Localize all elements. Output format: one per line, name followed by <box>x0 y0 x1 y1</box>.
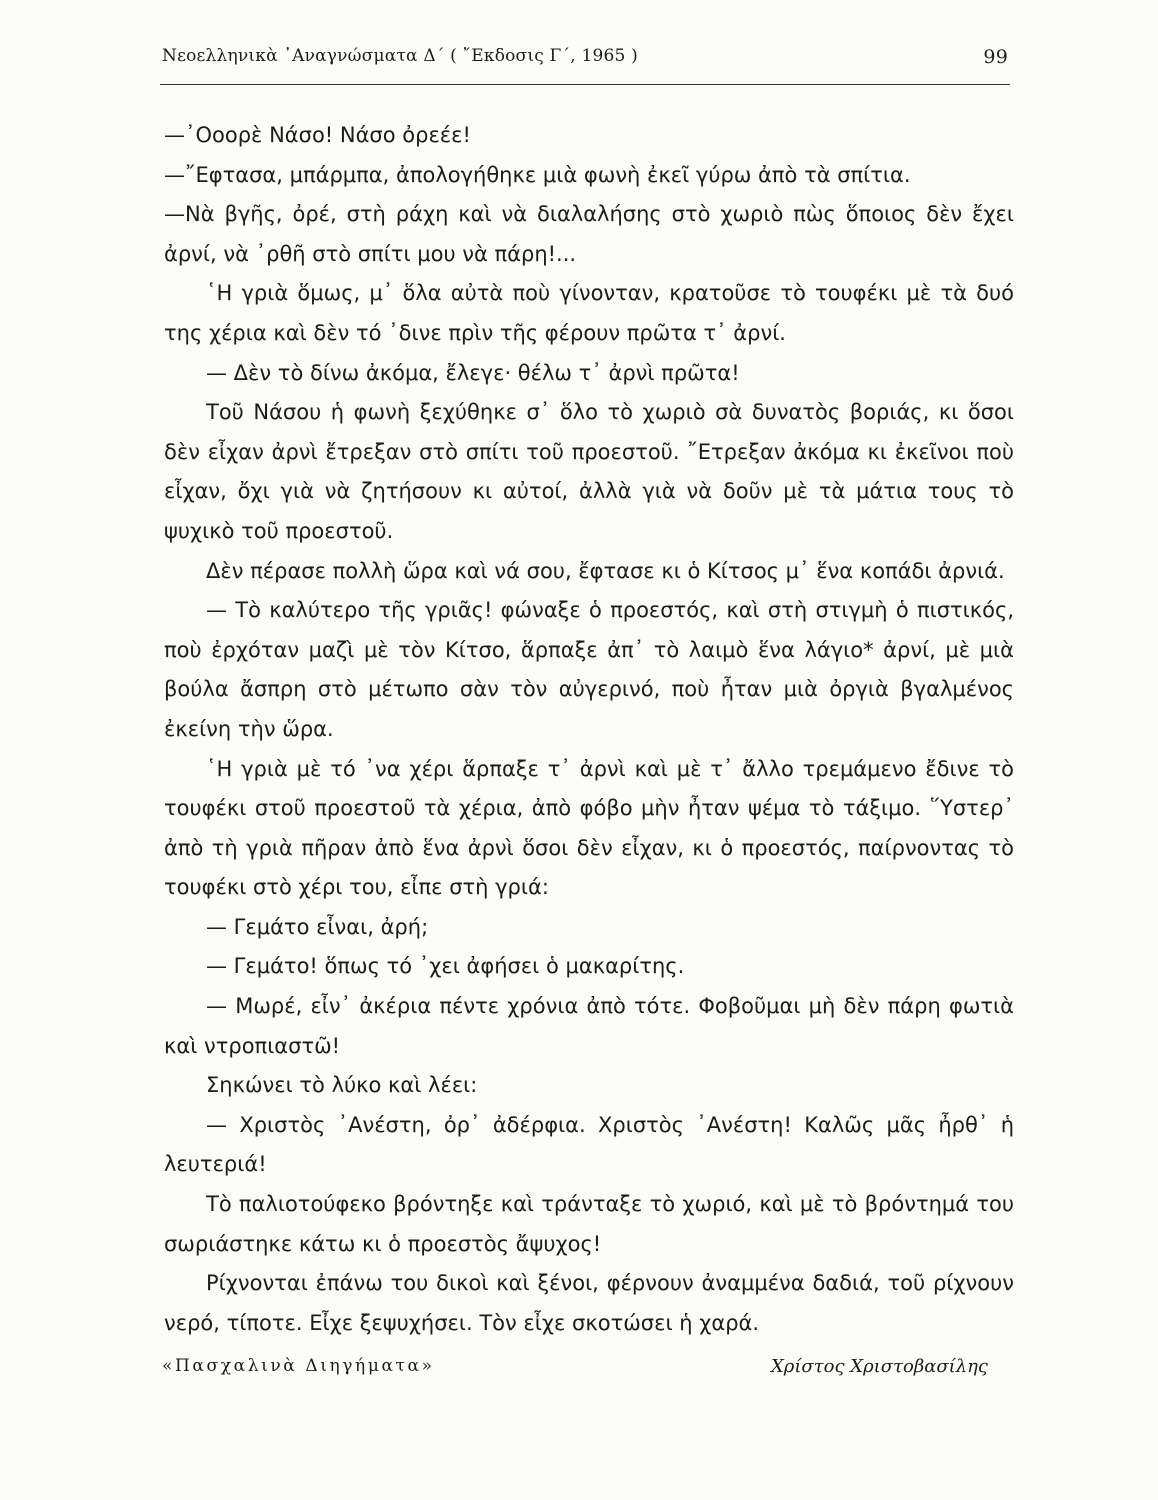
paragraph: — Γεμάτο! ὅπως τό ᾿χει ἀφήσει ὁ μακαρίτης. <box>206 954 685 979</box>
paragraph: ῾Η γριὰ μὲ τό ᾿να χέρι ἅρπαξε τ᾿ ἀρνὶ καὶ μὲ τ᾿ ἄλλο τρεμάμενο ἔδινε τὸ τουφέκι στοῦ προεστοῦ τὰ χέρια, ἀπὸ φόβο μὴν ἦταν ψέμα τὸ τάξιμο. ῞Υστερ᾿ ἀπὸ τὴ γριὰ πῆραν ἀπὸ ἕνα ἀρνὶ ὅσοι δὲν εἶχαν, κι ὁ προεστός, παίρνοντας τὸ τουφέκι στὸ χέρι του, εἶπε στὴ γριά: <box>164 756 1014 900</box>
author-name: Χρίστος Χριστοβασίλης <box>770 1356 988 1377</box>
paragraph: — Γεμάτο εἶναι, ἀρή; <box>206 914 429 939</box>
paragraph: Τὸ παλιοτούφεκο βρόντηξε καὶ τράνταξε τὸ χωριό, καὶ μὲ τὸ βρόντημά του σωριάστηκε κάτω κι ὁ προεστὸς ἄψυχος! <box>164 1192 1014 1256</box>
paragraph: Ρίχνονται ἐπάνω του δικοὶ καὶ ξένοι, φέρνουν ἀναμμένα δαδιά, τοῦ ρίχνουν νερό, τίποτε. Εἶχε ξεψυχήσει. Τὸν εἶχε σκοτώσει ἡ χαρά. <box>164 1271 1014 1335</box>
story-text <box>164 116 1014 1343</box>
paragraph: —᾿Οοορὲ Νάσο! Νάσο ὀρεέε! <box>164 123 471 147</box>
running-header <box>162 46 1008 76</box>
attribution <box>162 1356 988 1386</box>
paragraph: Τοῦ Νάσου ἡ φωνὴ ξεχύθηκε σ᾿ ὅλο τὸ χωριὸ σὰ δυνατὸς βοριάς, κι ὅσοι δὲν εἶχαν ἀρνὶ ἔτρεξαν στὸ σπίτι τοῦ προεστοῦ. ῎Ετρεξαν ἀκόμα κι ἐκεῖνοι ποὺ εἶχαν, ὄχι γιὰ νὰ ζητήσουν κι αὐτοί, ἀλλὰ γιὰ νὰ δοῦν μὲ τὰ μάτια τους τὸ ψυχικὸ τοῦ προεστοῦ. <box>164 400 1014 543</box>
paragraph: — Τὸ καλύτερο τῆς γριᾶς! φώναξε ὁ προεστός, καὶ στὴ στιγμὴ ὁ πιστικός, ποὺ ἐρχόταν μαζὶ μὲ τὸν Κίτσο, ἅρπαξε ἀπ᾿ τὸ λαιμὸ ἕνα λάγιο* ἀρνί, μὲ μιὰ βούλα ἄσπρη στὸ μέτωπο σὰν τὸν αὐγερινό, ποὺ ἦταν μιὰ ὀργιὰ βγαλμένος ἐκείνη τὴν ὥρα. <box>164 598 1014 741</box>
paragraph: Δὲν πέρασε πολλὴ ὥρα καὶ νά σου, ἔφτασε κι ὁ Κίτσος μ᾿ ἕνα κοπάδι ἀρνιά. <box>206 558 1005 583</box>
paragraph: —Νὰ βγῆς, ὀρέ, στὴ ράχη καὶ νὰ διαλαλήσης στὸ χωριὸ πὼς ὅποιος δὲν ἔχει ἀρνί, νὰ ᾿ρθῆ στὸ σπίτι μου νὰ πάρη!... <box>164 202 1014 266</box>
header-rule <box>160 84 1010 85</box>
paragraph: — Χριστὸς ᾿Ανέστη, ὀρ᾿ ἀδέρφια. Χριστὸς ᾿Ανέστη! Καλῶς μᾶς ἦρθ᾿ ἡ λευτεριά! <box>164 1112 1014 1177</box>
paragraph: — Μωρέ, εἶν᾿ ἀκέρια πέντε χρόνια ἀπὸ τότε. Φοβοῦμαι μὴ δὲν πάρη φωτιὰ καὶ ντροπιαστῶ! <box>164 994 1014 1058</box>
page-number: 99 <box>983 46 1008 68</box>
header-title: Νεοελληνικὰ ᾿Αναγνώσματα Δ´ ( ῎Εκδοσις Γ´, 1965 ) <box>162 46 638 66</box>
paragraph: — Δὲν τὸ δίνω ἀκόμα, ἔλεγε· θέλω τ᾿ ἀρνὶ πρῶτα! <box>206 360 740 385</box>
paragraph: —῎Εφτασα, μπάρμπα, ἀπολογήθηκε μιὰ φωνὴ ἐκεῖ γύρω ἀπὸ τὰ σπίτια. <box>164 162 911 187</box>
paragraph: Σηκώνει τὸ λύκο καὶ λέει: <box>206 1073 478 1098</box>
paragraph: ῾Η γριὰ ὅμως, μ᾿ ὅλα αὐτὰ ποὺ γίνονταν, κρατοῦσε τὸ τουφέκι μὲ τὰ δυό της χέρια καὶ δὲν τό ᾿δινε πρὶν τῆς φέρουν πρῶτα τ᾿ ἀρνί. <box>164 281 1014 345</box>
source-title: «Πασχαλινὰ Διηγήματα» <box>162 1356 435 1376</box>
